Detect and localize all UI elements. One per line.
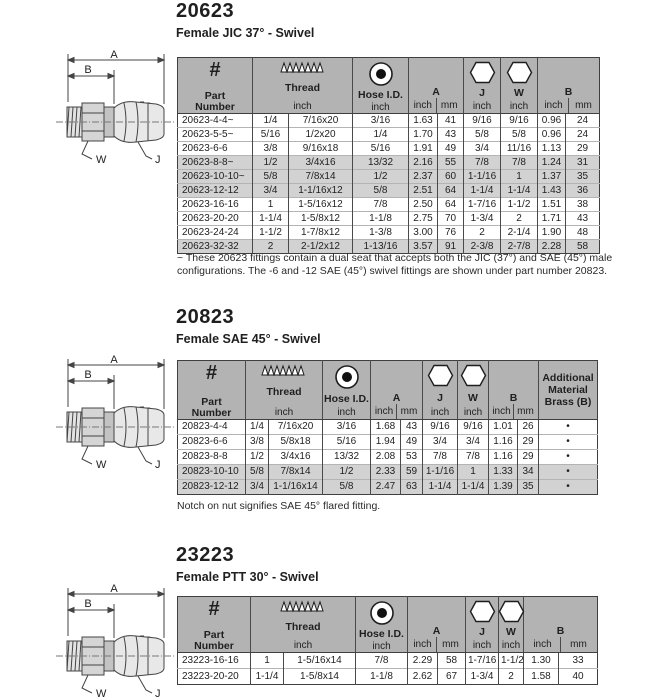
cell-j_in: 1-1/4 [464,184,501,198]
table-header [178,58,600,114]
cell-j_in: 3/4 [464,142,501,156]
cell-b_in: 1.16 [489,450,518,465]
dim-w-label: W [96,459,107,471]
table-row [178,170,600,184]
cell-thread: 2-1/2x12 [289,240,353,254]
table-row [178,669,598,685]
cell-thread_size: 1-1/4 [253,212,289,226]
cell-thread: 1-5/8x12 [289,212,353,226]
hex-nut-icon [427,364,454,387]
col-j: J inch [464,58,501,114]
cell-a_in: 3.57 [409,240,438,254]
cell-thread: 7/16x20 [269,420,323,435]
section-20623-header [176,0,314,40]
col-a: A inch mm [371,361,423,420]
dim-a-label: A [110,355,118,366]
cell-a_in: 1.94 [371,435,401,450]
col-part-number: # Part Number [178,58,253,114]
cell-a_in: 1.91 [409,142,438,156]
cell-thread: 5/8x18 [269,435,323,450]
cell-thread_size: 1-1/4 [251,669,284,685]
page-title-20623: 20623 [176,0,235,22]
cell-j_in: 7/8 [464,156,501,170]
cell-part: 20623-12-12 [178,184,253,198]
cell-a_mm: 41 [438,114,464,128]
cell-thread_size: 1/2 [246,450,269,465]
cell-j_in: 3/4 [423,435,458,450]
cell-j_in: 1-1/16 [423,465,458,480]
col-thread: Thread inch [246,361,323,420]
cell-w_in: 2 [499,669,524,685]
cell-a_in: 2.62 [408,669,438,685]
footnote-20623: ~ These 20623 fittings contain a dual seat that accepts both the JIC (37°) and SAE (45°) male configurations. The -6 and -12 SAE (45°) swivel fittings are shown under part number 20823. [177,252,613,277]
cell-hose_id: 7/8 [356,653,408,669]
cell-thread_size: 2 [253,240,289,254]
hash-icon: # [209,59,221,81]
cell-j_in: 1-1/4 [423,480,458,495]
cell-thread: 7/8x14 [289,170,353,184]
cell-a_in: 3.00 [409,226,438,240]
thread-icon [280,600,326,612]
spec-table-20823 [177,360,598,495]
cell-a_in: 2.50 [409,198,438,212]
table-body [178,114,600,254]
spec-table-23223 [177,596,598,685]
cell-thread_size: 3/8 [253,142,289,156]
cell-hose_id: 1-13/16 [353,240,409,254]
cell-a_mm: 63 [401,480,423,495]
cell-b_mm: 38 [566,198,600,212]
cell-w_in: 5/8 [501,128,538,142]
cell-part: 20823-4-4 [182,421,228,432]
cell-thread_size: 5/16 [253,128,289,142]
dim-j-label: J [155,154,161,166]
cell-a_mm: 58 [438,653,466,669]
cell-a_in: 2.75 [409,212,438,226]
cell-thread: 7/16x20 [289,114,353,128]
col-w: W inch [458,361,489,420]
cell-a_in: 2.08 [371,450,401,465]
cell-b_in: 1.51 [538,198,566,212]
cell-j_in: 5/8 [464,128,501,142]
hose-bore-icon [368,61,394,87]
spec-table-20623 [177,57,600,254]
cell-thread: 3/4x16 [269,450,323,465]
col-additional-material: Additional Material Brass (B) [539,361,598,420]
table-row [178,450,598,465]
cell-thread_size: 1 [251,653,284,669]
cell-a_mm: 53 [401,450,423,465]
cell-a_mm: 64 [438,184,464,198]
table-row [178,128,600,142]
cell-hose_id: 1-1/8 [356,669,408,685]
dim-j-label: J [155,688,161,700]
cell-j_in: 9/16 [464,114,501,128]
cell-w_in: 1 [501,170,538,184]
cell-brass: • [539,420,598,435]
cell-j_in: 2-3/8 [464,240,501,254]
cell-b_mm: 31 [566,156,600,170]
cell-thread_size: 1/4 [246,420,269,435]
cell-thread: 1-7/8x12 [289,226,353,240]
dim-b-label: B [84,64,92,76]
cell-part: 20623-32-32 [178,240,253,254]
col-thread: Thread inch [251,597,356,653]
cell-b_in: 1.16 [489,435,518,450]
cell-b_in: 1.01 [489,420,518,435]
cell-a_mm: 76 [438,226,464,240]
cell-j_in: 2 [464,226,501,240]
dim-w-label: W [96,688,107,700]
cell-thread: 3/4x16 [289,156,353,170]
table-row [178,435,598,450]
fitting-cross-section-drawing [52,584,178,700]
section-23223-header [176,544,319,584]
cell-part: 20623-8-8~ [178,156,253,170]
footnote-20823: Notch on nut signifies SAE 45° flared fitting. [177,500,381,512]
cell-b_mm: 36 [566,184,600,198]
cell-w_in: 9/16 [458,420,489,435]
cell-part: 20623-6-6 [178,142,253,156]
thread-icon [261,364,307,376]
cell-b_mm: 35 [518,480,539,495]
fitting-diagram-20823 [52,355,178,473]
col-hose-id: Hose I.D. inch [323,361,371,420]
col-part-number: # Part Number [178,597,251,653]
fitting-cross-section-drawing [52,50,178,168]
cell-a_mm: 59 [401,465,423,480]
cell-j_in: 1-3/4 [466,669,499,685]
cell-part: 20823-6-6 [178,435,246,450]
cell-thread_size: 5/8 [246,465,269,480]
col-thread: Thread inch [253,58,353,114]
cell-a_mm: 49 [438,142,464,156]
col-j: J inch [466,597,499,653]
table-row [178,114,600,128]
cell-b_mm: 33 [559,653,598,669]
table-row [178,420,598,435]
subtitle-23223: Female PTT 30° - Swivel [176,570,319,584]
cell-a_in: 2.33 [371,465,401,480]
cell-hose_id: 3/16 [323,420,371,435]
cell-part: 20623-10-10~ [178,170,253,184]
cell-w_in: 11/16 [501,142,538,156]
cell-hose_id: 13/32 [353,156,409,170]
cell-w_in: 1-1/2 [499,653,524,669]
hex-nut-icon [469,61,496,84]
cell-thread: 1-1/16x14 [269,480,323,495]
cell-brass: • [539,450,598,465]
table-row [178,198,600,212]
table-row [178,184,600,198]
cell-hose_id: 13/32 [323,450,371,465]
col-part-number: # Part Number [178,361,246,420]
cell-part: 23223-20-20 [178,669,251,685]
cell-a_in: 2.51 [409,184,438,198]
cell-a_mm: 43 [401,420,423,435]
cell-thread_size: 3/4 [246,480,269,495]
cell-a_mm: 49 [401,435,423,450]
cell-b_mm: 43 [566,212,600,226]
cell-b_in: 1.39 [489,480,518,495]
col-hose-id: Hose I.D. inch [356,597,408,653]
cell-b_in: 1.90 [538,226,566,240]
cell-w_in: 1-1/4 [501,184,538,198]
cell-part: 20623-4-4~ [182,115,234,126]
cell-part: 20623-24-24 [178,226,253,240]
cell-hose_id: 5/16 [353,142,409,156]
cell-a_in: 1.70 [409,128,438,142]
col-j: J inch [423,361,458,420]
table-row [178,226,600,240]
section-20823-header [176,306,321,346]
cell-a_in: 2.29 [408,653,438,669]
dim-a-label: A [110,584,118,595]
cell-a_in: 1.63 [409,114,438,128]
dim-b-label: B [84,598,92,610]
cell-part: 20823-12-12 [178,480,246,495]
cell-j_in: 9/16 [423,420,458,435]
cell-part: 23223-16-16 [182,655,239,666]
table-header [178,597,598,653]
cell-w_in: 2-7/8 [501,240,538,254]
cell-a_in: 2.37 [409,170,438,184]
cell-b_mm: 34 [518,465,539,480]
cell-hose_id: 1/2 [353,170,409,184]
cell-hose_id: 1-3/8 [353,226,409,240]
cell-w_in: 7/8 [501,156,538,170]
hex-nut-icon [460,364,487,387]
thread-icon [280,61,326,73]
cell-a_mm: 60 [438,170,464,184]
cell-b_in: 1.33 [489,465,518,480]
cell-w_in: 2 [501,212,538,226]
table-body [178,420,598,495]
col-a: A inch mm [408,597,466,653]
cell-part: 20623-16-16 [178,198,253,212]
cell-w_in: 9/16 [501,114,538,128]
cell-j_in: 1-7/16 [464,198,501,212]
subtitle-20623: Female JIC 37° - Swivel [176,26,315,40]
dim-j-label: J [155,459,161,471]
cell-a_mm: 64 [438,198,464,212]
cell-b_in: 2.28 [538,240,566,254]
cell-b_in: 1.37 [538,170,566,184]
cell-b_in: 1.58 [524,669,559,685]
cell-b_mm: 29 [518,435,539,450]
cell-part: 20623-20-20 [178,212,253,226]
hash-icon: # [205,362,218,384]
dim-a-label: A [110,50,118,61]
cell-a_in: 2.47 [371,480,401,495]
table-row [178,212,600,226]
fitting-cross-section-drawing [52,355,178,473]
col-hose-id: Hose I.D. inch [353,58,409,114]
cell-thread_size: 1 [253,198,289,212]
cell-j_in: 1-7/16 [466,653,499,669]
cell-b_mm: 40 [559,669,598,685]
cell-a_mm: 55 [438,156,464,170]
cell-a_in: 2.16 [409,156,438,170]
cell-hose_id: 1/4 [353,128,409,142]
cell-w_in: 1-1/2 [501,198,538,212]
cell-thread: 7/8x14 [269,465,323,480]
cell-thread: 9/16x18 [289,142,353,156]
cell-b_mm: 29 [566,142,600,156]
cell-hose_id: 3/16 [353,114,409,128]
cell-thread_size: 1-1/2 [253,226,289,240]
cell-w_in: 1-1/4 [458,480,489,495]
cell-part: 20623-5-5~ [178,128,253,142]
cell-j_in: 1-3/4 [464,212,501,226]
cell-w_in: 2-1/4 [501,226,538,240]
hex-nut-icon [498,600,525,623]
cell-b_in: 1.43 [538,184,566,198]
table-body [178,653,598,685]
hose-bore-icon [369,600,395,626]
cell-b_in: 1.71 [538,212,566,226]
table-row [178,156,600,170]
cell-j_in: 7/8 [423,450,458,465]
cell-hose_id: 5/16 [323,435,371,450]
cell-thread_size: 3/4 [253,184,289,198]
cell-b_mm: 58 [566,240,600,254]
cell-w_in: 7/8 [458,450,489,465]
cell-hose_id: 1-1/8 [353,212,409,226]
cell-b_in: 0.96 [538,114,566,128]
cell-brass: • [539,435,598,450]
cell-a_mm: 91 [438,240,464,254]
dim-b-label: B [84,369,92,381]
page-title-23223: 23223 [176,544,235,566]
cell-b_mm: 29 [518,450,539,465]
hash-icon: # [208,598,220,620]
cell-part: 20823-10-10 [178,465,246,480]
hex-nut-icon [506,61,533,84]
cell-b_mm: 48 [566,226,600,240]
cell-hose_id: 5/8 [353,184,409,198]
cell-thread_size: 5/8 [253,170,289,184]
table-row [178,480,598,495]
cell-thread_size: 3/8 [246,435,269,450]
table-header [178,361,598,420]
cell-b_mm: 26 [518,420,539,435]
cell-hose_id: 5/8 [323,480,371,495]
col-b: B inch mm [489,361,539,420]
cell-hose_id: 7/8 [353,198,409,212]
cell-thread: 1-5/16x14 [284,653,356,669]
cell-b_mm: 35 [566,170,600,184]
cell-part: 20823-8-8 [178,450,246,465]
cell-brass: • [539,480,598,495]
cell-thread_size: 1/2 [253,156,289,170]
cell-thread: 1-1/16x12 [289,184,353,198]
table-row [178,653,598,669]
cell-b_in: 1.30 [524,653,559,669]
cell-a_mm: 67 [438,669,466,685]
table-row [178,142,600,156]
cell-b_in: 1.13 [538,142,566,156]
cell-a_mm: 43 [438,128,464,142]
cell-thread_size: 1/4 [253,114,289,128]
cell-b_mm: 24 [566,128,600,142]
cell-b_in: 1.24 [538,156,566,170]
cell-brass: • [539,465,598,480]
table-row [178,465,598,480]
cell-thread: 1-5/16x12 [289,198,353,212]
col-w: W inch [499,597,524,653]
cell-b_mm: 24 [566,114,600,128]
fitting-diagram-23223 [52,584,178,700]
cell-thread: 1/2x20 [289,128,353,142]
cell-hose_id: 1/2 [323,465,371,480]
col-w: W inch [501,58,538,114]
cell-a_mm: 70 [438,212,464,226]
hose-bore-icon [334,364,360,390]
col-b: B inch mm [524,597,598,653]
cell-w_in: 3/4 [458,435,489,450]
hex-nut-icon [469,600,496,623]
col-b: B inch mm [538,58,600,114]
page-title-20823: 20823 [176,306,235,328]
cell-w_in: 1 [458,465,489,480]
col-a: A inch mm [409,58,464,114]
cell-thread: 1-5/8x14 [284,669,356,685]
dim-w-label: W [96,154,107,166]
fitting-diagram-20623 [52,50,178,168]
cell-b_in: 0.96 [538,128,566,142]
cell-j_in: 1-1/16 [464,170,501,184]
subtitle-20823: Female SAE 45° - Swivel [176,332,321,346]
cell-a_in: 1.68 [371,420,401,435]
